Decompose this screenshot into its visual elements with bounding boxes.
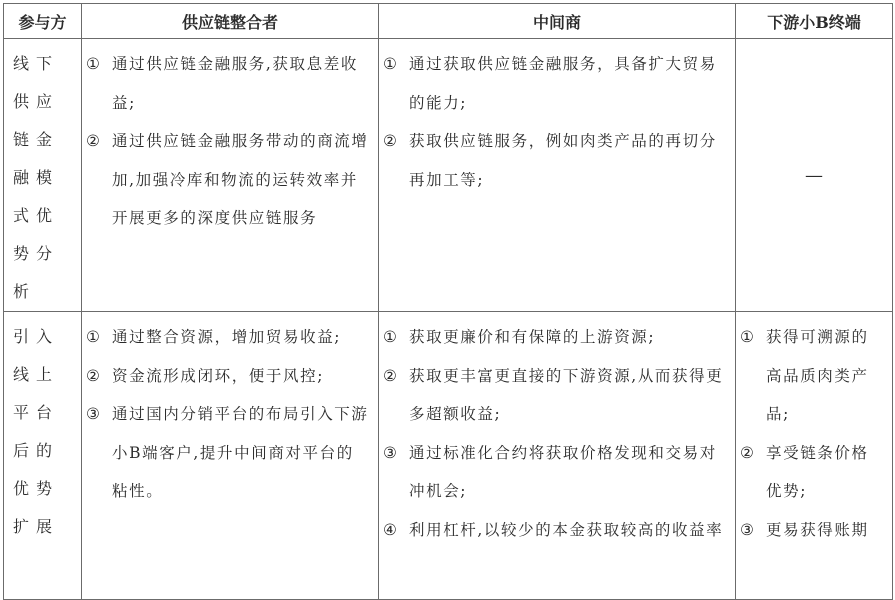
list-item	[383, 318, 727, 357]
list-item	[740, 318, 884, 434]
header-integrator: 供应链整合者	[82, 4, 379, 39]
item-number: ②	[86, 366, 100, 385]
item-number: ①	[383, 328, 397, 346]
list-item	[86, 357, 370, 396]
list-item	[86, 122, 370, 238]
list-item	[383, 122, 727, 199]
item-number: ①	[740, 328, 754, 346]
list-item	[86, 395, 370, 511]
item-text: 通过标准化合约将获取价格发现和交易对冲机会;	[409, 443, 717, 500]
table-row	[4, 312, 893, 600]
row-label: 引入线上平台后的优势扩展	[4, 312, 82, 600]
item-number: ③	[740, 520, 754, 539]
item-number: ④	[383, 520, 397, 539]
item-number: ②	[740, 443, 754, 462]
middleman-cell	[379, 39, 736, 312]
list-item	[740, 511, 884, 550]
list-item	[383, 511, 727, 550]
item-number: ③	[86, 405, 100, 423]
item-text: 更易获得账期	[766, 520, 869, 539]
item-text: 通过国内分销平台的布局引入下游小B端客户,提升中间商对平台的粘性。	[112, 405, 369, 500]
table-row	[4, 39, 893, 312]
downstream-cell	[736, 312, 893, 600]
integrator-cell	[82, 312, 379, 600]
list-item	[86, 45, 370, 122]
item-text: 获取更廉价和有保障的上游资源;	[409, 328, 656, 346]
header-downstream: 下游小B终端	[736, 4, 893, 39]
item-text: 享受链条价格优势;	[766, 443, 869, 500]
item-text: 利用杠杆,以较少的本金获取较高的收益率	[409, 520, 724, 539]
item-number: ③	[383, 443, 397, 462]
item-text: 通过获取供应链金融服务，具备扩大贸易的能力;	[409, 55, 717, 112]
item-number: ①	[383, 55, 397, 73]
item-number: ①	[86, 328, 100, 346]
comparison-table	[3, 3, 893, 600]
list-item	[86, 318, 370, 357]
item-text: 获取更丰富更直接的下游资源,从而获得更多超额收益;	[409, 366, 724, 423]
header-row	[4, 4, 893, 39]
item-number: ②	[383, 366, 397, 385]
item-text: 通过供应链金融服务,获取息差收益;	[112, 55, 358, 112]
item-text: 通过供应链金融服务带动的商流增加,加强冷库和物流的运转效率并开展更多的深度供应链服务	[112, 132, 369, 227]
downstream-empty-dash: —	[736, 39, 893, 312]
list-item	[383, 45, 727, 122]
item-text: 获得可溯源的高品质肉类产品;	[766, 328, 869, 423]
item-text: 资金流形成闭环，便于风控;	[112, 366, 325, 385]
header-participant: 参与方	[4, 4, 82, 39]
item-number: ①	[86, 55, 100, 73]
item-text: 通过整合资源，增加贸易收益;	[112, 328, 342, 346]
list-item	[740, 434, 884, 511]
item-text: 获取供应链服务，例如肉类产品的再切分再加工等;	[409, 132, 717, 189]
list-item	[383, 434, 727, 511]
middleman-cell	[379, 312, 736, 600]
row-label: 线下供应链金融模式优势分析	[4, 39, 82, 312]
item-number: ②	[86, 132, 100, 150]
integrator-cell	[82, 39, 379, 312]
header-middleman: 中间商	[379, 4, 736, 39]
item-number: ②	[383, 132, 397, 150]
list-item	[383, 357, 727, 434]
